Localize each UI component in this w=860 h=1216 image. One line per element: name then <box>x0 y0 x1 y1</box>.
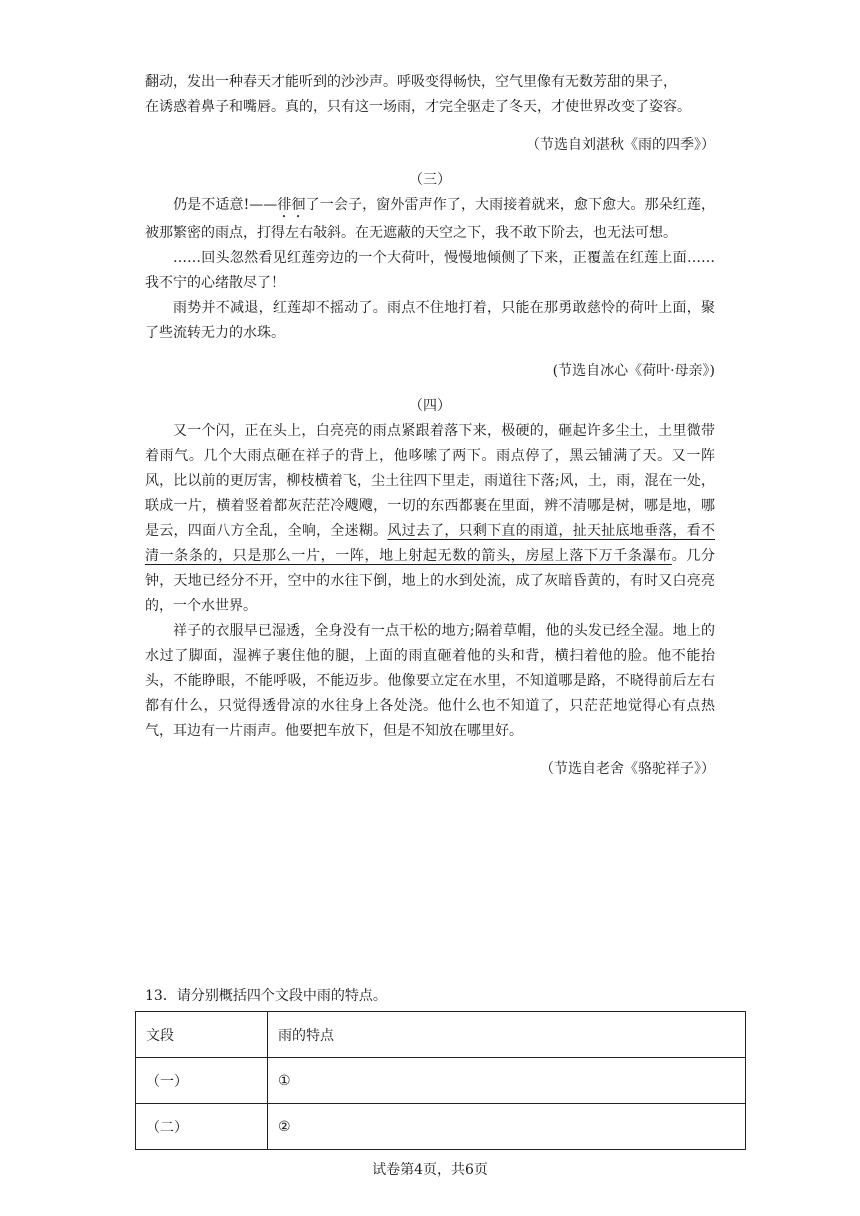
passage3-p1-before: 仍是不适意!—— <box>173 197 278 213</box>
question-13: 13．请分别概括四个文段中雨的特点。 <box>145 988 387 1004</box>
dotted-word: 徘徊 <box>277 197 306 213</box>
passage4-source: （节选自老舍《骆驼祥子》） <box>540 761 715 777</box>
underlined-sentence: 风过去了，只剩下直的雨道，扯天扯底地垂落，看不清一条条的，只是那么一片，一阵，地上射起无数的箭头，房屋上落下万千条瀑布 <box>145 523 715 564</box>
passage4-heading: （四） <box>409 398 451 414</box>
passage4-paragraph1 <box>145 419 715 619</box>
table-row <box>136 1104 746 1150</box>
passage3-paragraph1 <box>145 193 715 246</box>
table-header-cell: 文段 <box>136 1012 268 1058</box>
passage2-line2: 在诱惑着鼻子和嘴唇。真的，只有这一场雨，才完全驱走了冬天，才使世界改变了姿容。 <box>145 99 691 115</box>
passage4-p1-before: 又一个闪，正在头上，白亮亮的雨点紧跟着落下来，极硬的，砸起许多尘土，土里微带着雨气。几个大雨点砸在祥子的背上，他哆嗦了两下。雨点停了，黑云铺满了天。又一阵风，比以前的更厉害，柳枝横着飞，尘土往四下里走，雨道往下落;风，土，雨，混在一处，联成一片，横着竖着都灰茫茫冷飕飕，一切的东西都裹在里面，辨不清哪是树，哪是地，哪是云，四面八方全乱，全响，全迷糊。 <box>145 423 715 539</box>
table-cell-section: （二） <box>136 1104 268 1150</box>
page-footer: 试卷第4页，共6页 <box>372 1162 488 1178</box>
passage4-paragraph2: 祥子的衣服早已湿透，全身没有一点干松的地方;隔着草帽，他的头发已经全湿。地上的水过了脚面，湿裤子裹住他的腿，上面的雨直砸着他的头和背，横扫着他的脸。他不能抬头，不能睁眼，不能呼吸，不能迈步。他像要立定在水里，不知道哪是路，不晓得前后左右都有什么，只觉得透骨凉的水往身上各处浇。他什么也不知道了，只茫茫地觉得心有点热气，耳边有一片雨声。他要把车放下，但是不知放在哪里好。 <box>145 623 715 739</box>
passage3-paragraph2: ……回头忽然看见红莲旁边的一个大荷叶，慢慢地倾侧了下来，正覆盖在红莲上面……我不宁的心绪散尽了！ <box>145 250 715 291</box>
table-header-cell: 雨的特点 <box>268 1012 746 1058</box>
passage3-p1-after: 了一会子，窗外雷声作了，大雨接着就来，愈下愈大。那朵红莲，被那繁密的雨点，打得左右敧斜。在无遮蔽的天空之下，我不敢下阶去，也无法可想。 <box>145 197 715 241</box>
table-row <box>136 1058 746 1104</box>
table-header-row <box>136 1012 746 1058</box>
passage2-line1: 翻动，发出一种春天才能听到的沙沙声。呼吸变得畅快，空气里像有无数芳甜的果子， <box>145 74 677 90</box>
passage3-heading: （三） <box>409 172 451 188</box>
passage3-source: (节选自冰心《荷叶·母亲》) <box>552 363 715 379</box>
reading-passages <box>145 70 715 782</box>
passage3-paragraph3: 雨势并不减退，红莲却不摇动了。雨点不住地打着，只能在那勇敢慈怜的荷叶上面，聚了些流转无力的水珠。 <box>145 300 715 341</box>
passage4-p1-after: 。几分钟，天地已经分不开，空中的水往下倒，地上的水到处流，成了灰暗昏黄的，有时又白亮亮的，一个水世界。 <box>145 548 716 614</box>
passage2-source: （节选自刘湛秋《雨的四季》） <box>526 137 715 153</box>
table-cell-answer[interactable]: ② <box>268 1104 746 1150</box>
table-cell-answer[interactable]: ① <box>268 1058 746 1104</box>
table-cell-section: （一） <box>136 1058 268 1104</box>
answer-table <box>135 1011 746 1150</box>
